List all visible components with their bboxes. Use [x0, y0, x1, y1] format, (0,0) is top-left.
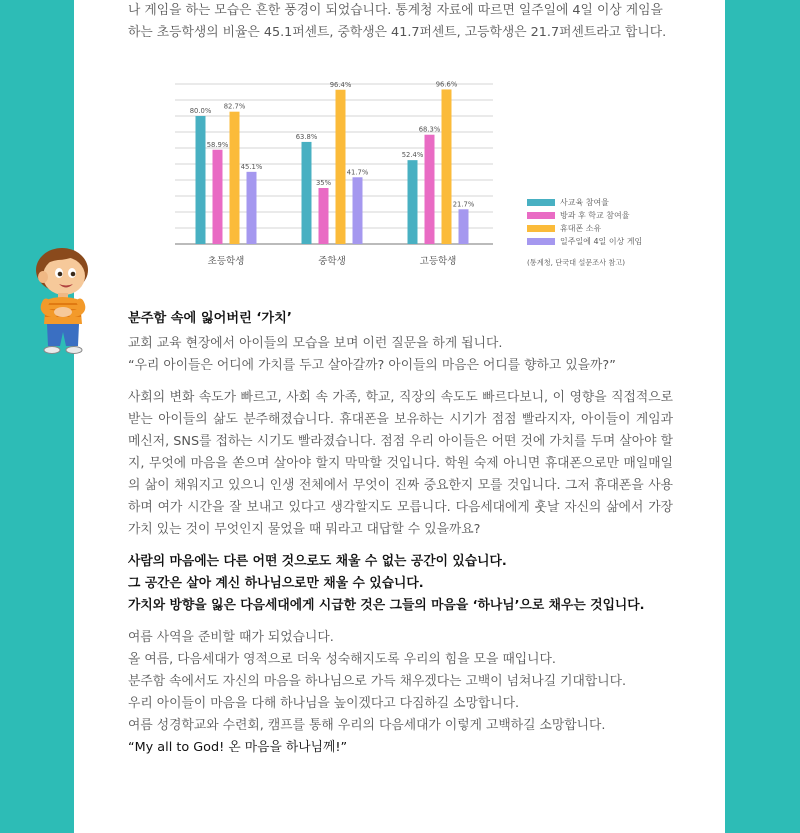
legend-label: 일주일에 4일 이상 게임 — [560, 237, 643, 246]
question-line-1: 교회 교육 현장에서 아이들의 모습을 보며 이런 질문을 하게 됩니다. — [128, 336, 503, 351]
legend-label: 방과 후 학교 참여율 — [560, 211, 630, 220]
bar — [230, 112, 240, 244]
legend-label: 휴대폰 소유 — [560, 224, 602, 233]
legend-item — [527, 196, 642, 209]
bar — [319, 188, 329, 244]
legend-item — [527, 209, 642, 222]
bar-value-label: 82.7% — [223, 102, 246, 111]
closing-slogan: “My all to God! 온 마음을 하나님께!” — [128, 740, 348, 755]
chart-legend — [527, 196, 642, 248]
bar — [196, 116, 206, 244]
bar-value-label: 35% — [315, 179, 332, 187]
closing-line-3: 분주함 속에서도 자신의 마음을 하나님으로 가득 채우겠다는 고백이 넘쳐나길 기대합니다. — [128, 674, 627, 689]
cartoon-boy-illustration — [32, 246, 94, 356]
bar — [336, 90, 346, 244]
bar — [408, 160, 418, 244]
legend-swatch — [527, 199, 555, 206]
category-label: 중학생 — [318, 256, 346, 267]
bar — [213, 150, 223, 244]
closing-line-2: 올 여름, 다음세대가 영적으로 더욱 성숙해지도록 우리의 힘을 모을 때입니다. — [128, 652, 556, 667]
closing-line-5: 여름 성경학교와 수련회, 캠프를 통해 우리의 다음세대가 이렇게 고백하길 소망합니다. — [128, 718, 606, 733]
page-panel — [74, 0, 725, 833]
legend-swatch — [527, 225, 555, 232]
closing-line-4: 우리 아이들이 마음을 다해 하나님을 높이겠다고 다짐하길 소망합니다. — [128, 696, 520, 711]
intro-paragraph — [128, 0, 673, 44]
bar — [459, 209, 469, 244]
chart-source: (통계청, 단국대 설문조사 참고) — [527, 258, 626, 267]
intro-line-1: 나 게임을 하는 모습은 흔한 풍경이 되었습니다. 통계청 자료에 따르면 일주일에 4일 이상 게임을 — [128, 3, 663, 18]
section-heading: 분주함 속에 잃어버린 ‘가치’ — [128, 311, 292, 326]
body-paragraph — [128, 387, 673, 541]
bar-value-label: 63.8% — [295, 132, 318, 141]
category-label: 초등학생 — [207, 256, 245, 267]
bar — [353, 177, 363, 244]
emphasis-line-2: 그 공간은 살아 계신 하나님으로만 채울 수 있습니다. — [128, 576, 424, 591]
bar-value-label: 80.0% — [189, 107, 212, 115]
closing-paragraph — [128, 627, 673, 759]
question-line-2: “우리 아이들은 어디에 가치를 두고 살아갈까? 아이들의 마음은 어디를 향하고 있을까?” — [128, 358, 616, 373]
legend-item — [527, 235, 642, 248]
intro-line-2: 하는 초등학생의 비율은 45.1퍼센트, 중학생은 41.7퍼센트, 고등학생은 21.7퍼센트라고 합니다. — [128, 25, 667, 40]
statistics-chart — [169, 72, 649, 277]
legend-label: 사교육 참여율 — [560, 198, 609, 207]
section — [128, 308, 673, 330]
bar — [442, 89, 452, 244]
bar — [247, 172, 257, 244]
emphasis-line-1: 사람의 마음에는 다른 어떤 것으로도 채울 수 없는 공간이 있습니다. — [128, 554, 507, 569]
question-paragraph — [128, 333, 673, 377]
bar-value-label: 58.9% — [206, 140, 229, 149]
legend-item — [527, 222, 642, 235]
bar-value-label: 41.7% — [346, 168, 369, 177]
closing-line-1: 여름 사역을 준비할 때가 되었습니다. — [128, 630, 334, 645]
bar — [302, 142, 312, 244]
legend-swatch — [527, 238, 555, 245]
body-text: 사회의 변화 속도가 빠르고, 사회 속 가족, 학교, 직장의 속도도 빠르다보니, 이 영향을 직접적으로 받는 아이들의 삶도 분주해졌습니다. 휴대폰을 보유하는 시기가 점점 빨라지자, 아이들이 게임과 메신저, SNS를 접하는 시기도 빨라졌습니다. 점점 우리 아이들은 어떤 것에 가치를 두며 살아야 할지, 무엇에 마음을 쏟으며 살아야 할지 막막할 것입니다. 학원 숙제 아니면 휴대폰으로만 매일매일의 삶이 채워지고 있으니 인생 전체에서 무엇이 진짜 중요한지 모를 것입니다. 그저 휴대폰을 사용하며 여가 시간을 잘 보내고 있다고 생각할지도 모릅니다. 다음세대에게 훗날 자신의 삶에서 가장 가치 있는 것이 무엇인지 물었을 때 뭐라고 대답할 수 있을까요? — [128, 390, 673, 537]
bar-value-label: 96.6% — [435, 80, 458, 89]
bar-value-label: 52.4% — [401, 151, 424, 160]
emphasis-paragraph — [128, 551, 673, 617]
bar-value-label: 68.3% — [418, 125, 441, 134]
emphasis-line-3: 가치와 방향을 잃은 다음세대에게 시급한 것은 그들의 마음을 ‘하나님’으로 채우는 것입니다. — [128, 598, 645, 613]
legend-swatch — [527, 212, 555, 219]
bar — [425, 135, 435, 244]
category-label: 고등학생 — [419, 256, 457, 267]
bar-value-label: 45.1% — [240, 162, 263, 171]
bar-value-label: 96.4% — [329, 80, 352, 89]
bar-value-label: 21.7% — [452, 200, 475, 209]
